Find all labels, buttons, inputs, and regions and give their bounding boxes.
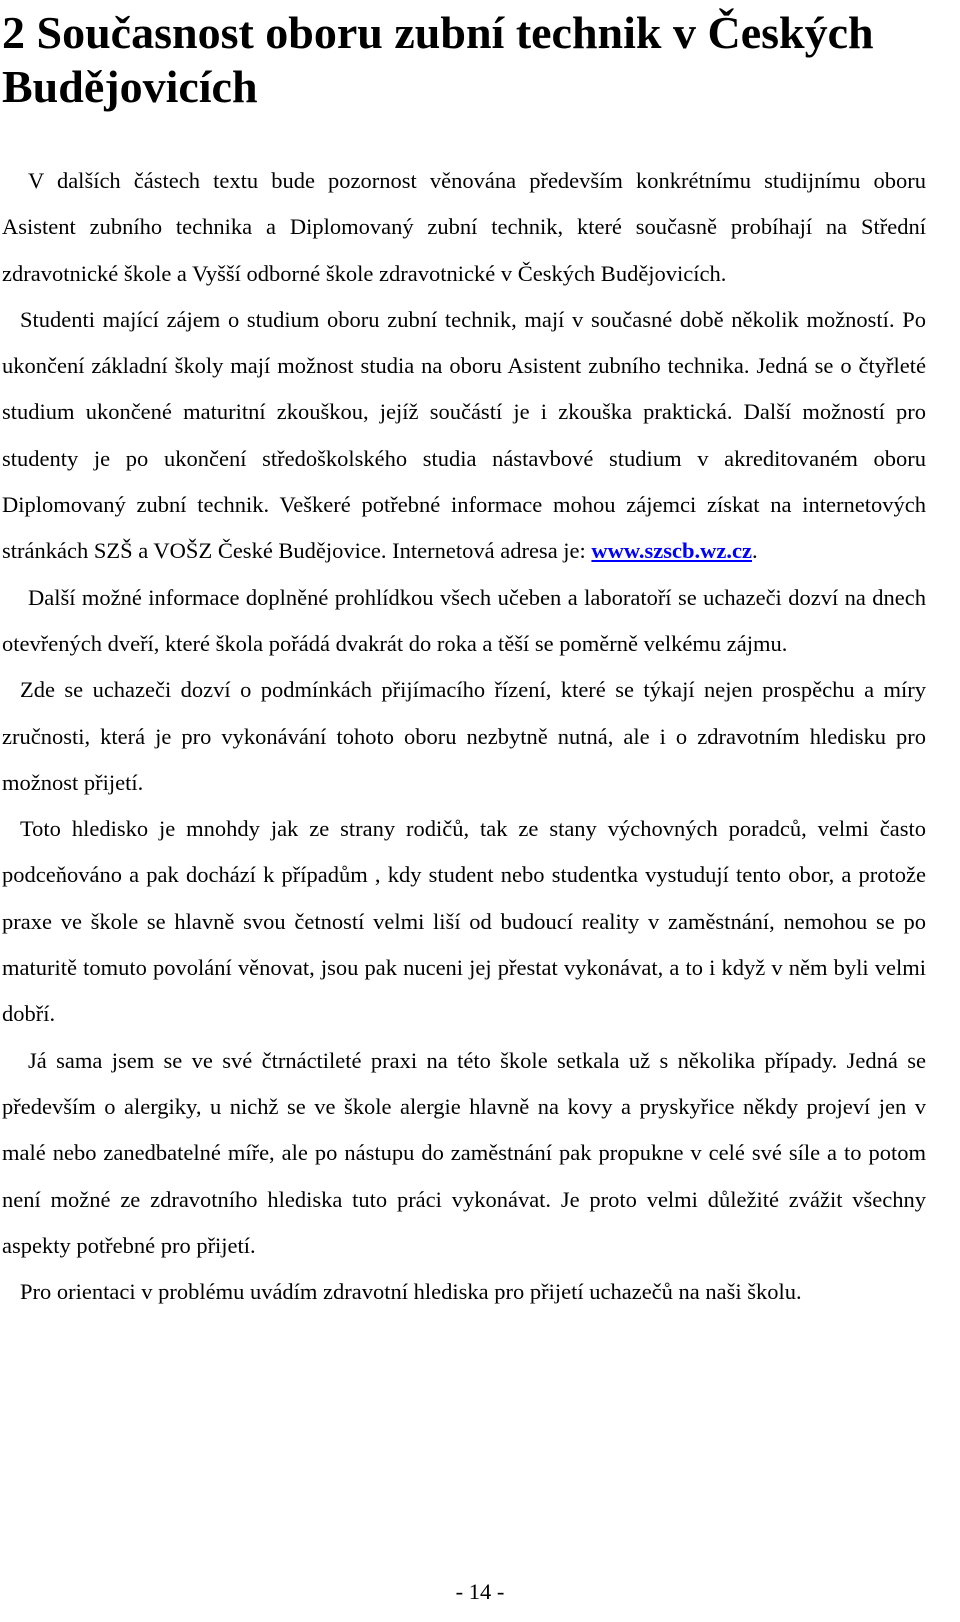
- paragraph-health-aspect: Toto hledisko je mnohdy jak ze strany rodičů, tak ze stany výchovných poradců, velmi často podceňováno a pak dochází k případům , kdy student nebo studentka vystudují tento obor, a protože praxe ve škole se hlavně svou četností velmi liší od budoucí reality v zaměstnání, nemohou se po maturitě tomuto povolání věnovat, jsou pak nuceni jej přestat vykonávat, a to i když v něm byli velmi dobří.: [2, 816, 926, 1027]
- page-number: - 14 -: [455, 1579, 505, 1604]
- body-text: [2, 158, 926, 1315]
- school-website-link[interactable]: www.szscb.wz.cz: [591, 538, 753, 564]
- paragraph-intro: V dalších částech textu bude pozornost věnována především konkrétnímu studijnímu oboru Asistent zubního technika a Diplomovaný zubní technik, které současně probíhají na Střední zdravotnické škole a Vyšší odborné škole zdravotnické v Českých Budějovicích.: [2, 168, 926, 286]
- chapter-heading: 2 Současnost oboru zubní technik v Českých Budějovicích: [2, 7, 874, 112]
- paragraph-study-options: [2, 297, 926, 575]
- paragraph-study-options-end: .: [752, 538, 758, 564]
- paragraph-admission-conditions: Zde se uchazeči dozví o podmínkách přijímacího řízení, které se týkají nejen prospěchu a míry zručnosti, která je pro vykonávání tohoto oboru nezbytně nutná, ale i o zdravotním hledisku pro možnost přijetí.: [2, 677, 926, 795]
- paragraph-study-options-text: Studenti mající zájem o studium oboru zubní technik, mají v současné době několik možností. Po ukončení základní školy mají možnost studia na oboru Asistent zubního technika. Jedná se o čtyřleté studium ukončené maturitní zkouškou, jejíž součástí je i zkouška praktická. Další možností pro studenty je po ukončení středoškolského studia nástavbové studium v akreditovaném oboru Diplomovaný zubní technik. Veškeré potřebné informace mohou zájemci získat na internetových stránkách SZŠ a VOŠZ České Budějovice. Internetová adresa je:: [2, 306, 926, 564]
- paragraph-open-days: Další možné informace doplněné prohlídkou všech učeben a laboratoří se uchazeči dozví na dnech otevřených dveří, které škola pořádá dvakrát do roka a těší se poměrně velkému zájmu.: [2, 584, 926, 656]
- paragraph-personal-experience: Já sama jsem se ve své čtrnáctileté praxi na této škole setkala už s několika případy. Jedná se především o alergiky, u nichž se ve škole alergie hlavně na kovy a pryskyřice někdy projeví jen v malé nebo zanedbatelné míře, ale po nástupu do zaměstnání pak propukne v celé své síle a to potom není možné ze zdravotního hlediska tuto práci vykonávat. Je proto velmi důležité zvážit všechny aspekty potřebné pro přijetí.: [2, 1047, 926, 1258]
- paragraph-orientation: Pro orientaci v problému uvádím zdravotní hlediska pro přijetí uchazečů na naši školu.: [20, 1279, 802, 1305]
